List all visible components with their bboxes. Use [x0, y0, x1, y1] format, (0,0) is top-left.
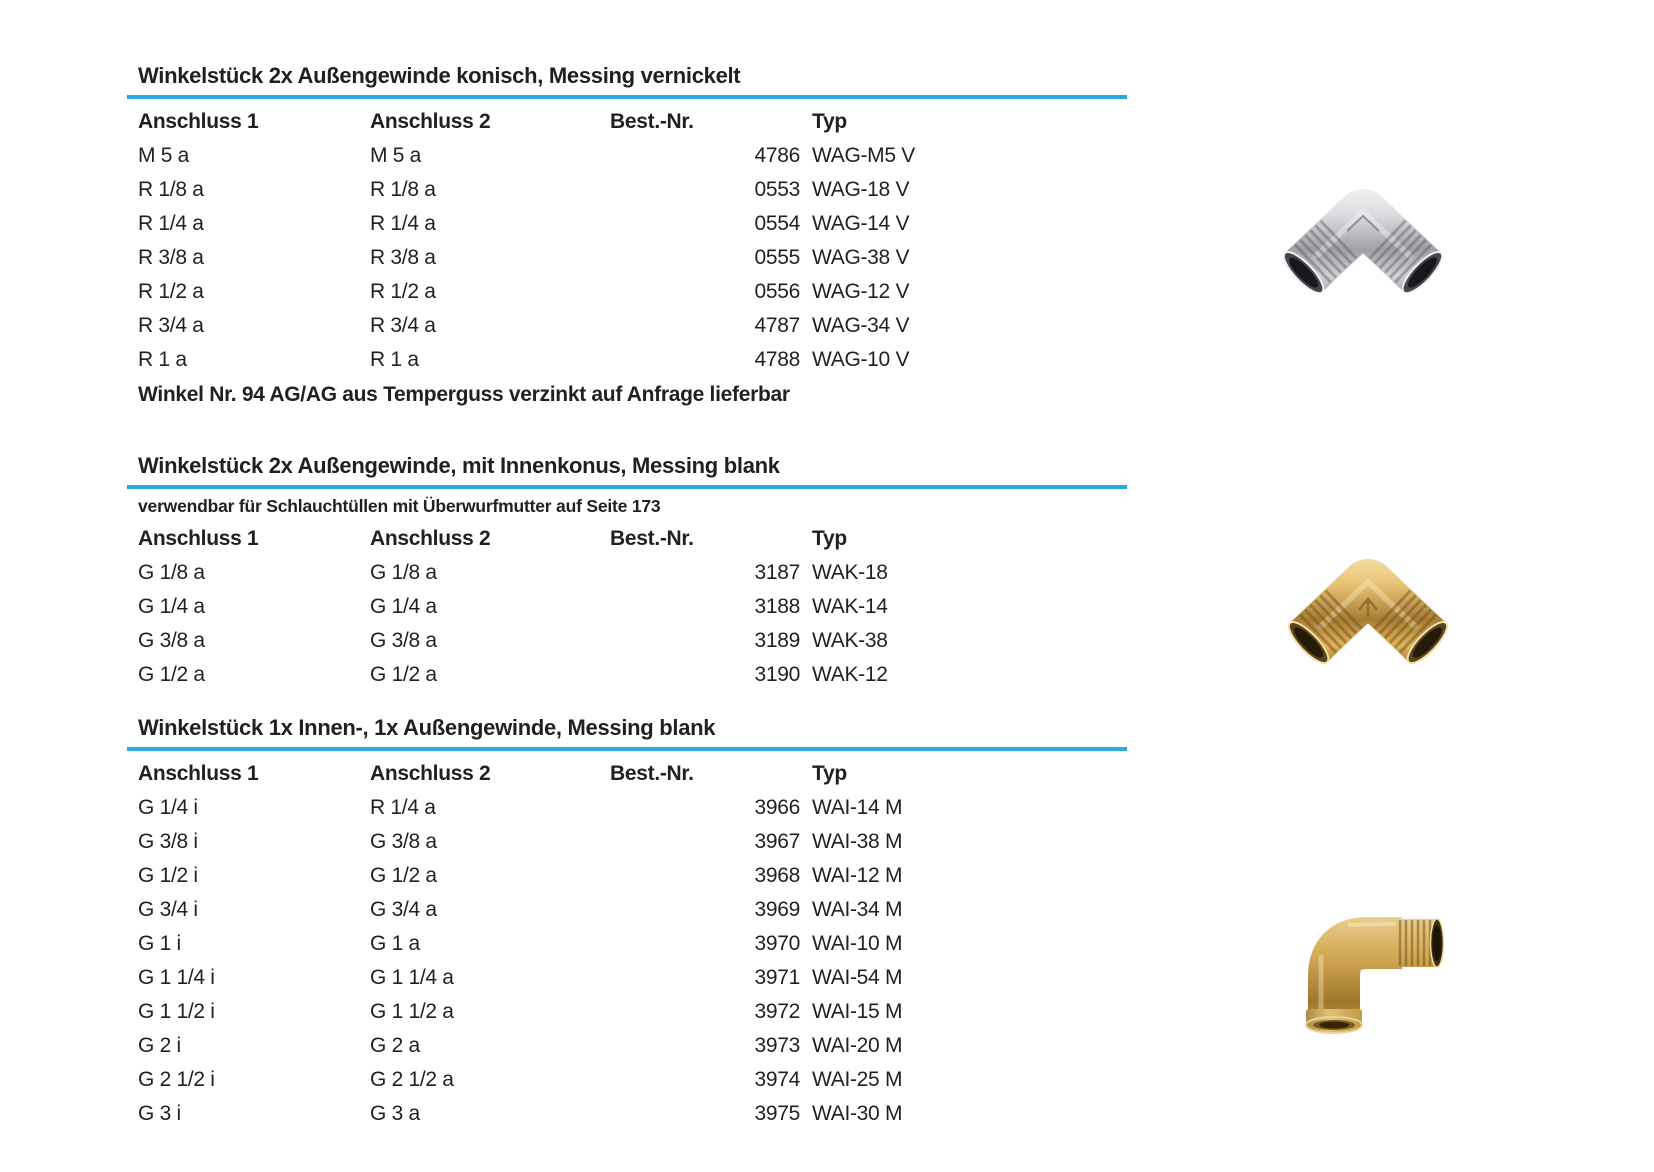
section-title: Winkelstück 2x Außengewinde, mit Innenkonus, Messing blank — [138, 453, 780, 478]
product-photo-brass-elbow-female-male — [1290, 913, 1446, 1040]
cell-anschluss1: G 1/8 a — [138, 561, 205, 584]
cell-bestnr: 4786 — [754, 144, 800, 167]
table-row — [138, 173, 1018, 207]
table-row — [138, 893, 1018, 927]
col-header-bestnr: Best.-Nr. — [610, 110, 694, 133]
table-row — [138, 825, 1018, 859]
cell-bestnr: 3188 — [754, 595, 800, 618]
table-row — [138, 1097, 1018, 1131]
cell-typ: WAK-12 — [812, 663, 888, 686]
table-row — [138, 927, 1018, 961]
cell-anschluss1: G 3/8 a — [138, 629, 205, 652]
cell-anschluss1: G 1 1/2 i — [138, 1000, 215, 1023]
cell-bestnr: 3975 — [754, 1102, 800, 1125]
cell-anschluss2: G 2 1/2 a — [370, 1068, 454, 1091]
cell-anschluss1: M 5 a — [138, 144, 190, 167]
fittings-table-wai — [138, 757, 1018, 1131]
cell-bestnr: 0553 — [754, 178, 800, 201]
cell-bestnr: 3971 — [754, 966, 800, 989]
cell-anschluss1: R 1 a — [138, 348, 187, 371]
table-row — [138, 1063, 1018, 1097]
cell-anschluss1: G 1 1/4 i — [138, 966, 215, 989]
col-header-anschluss2: Anschluss 2 — [370, 762, 491, 785]
cell-typ: WAG-34 V — [812, 314, 910, 337]
cell-bestnr: 4788 — [754, 348, 800, 371]
cell-typ: WAG-38 V — [812, 246, 910, 269]
cell-typ: WAG-M5 V — [812, 144, 915, 167]
cell-anschluss2: R 3/8 a — [370, 246, 436, 269]
col-header-anschluss2: Anschluss 2 — [370, 110, 491, 133]
cell-anschluss2: G 3/4 a — [370, 898, 437, 921]
table-row — [138, 343, 1018, 377]
table-header-row — [138, 105, 1018, 139]
cell-typ: WAG-18 V — [812, 178, 910, 201]
cell-typ: WAG-14 V — [812, 212, 910, 235]
cell-anschluss2: R 1/4 a — [370, 796, 436, 819]
cell-anschluss2: R 1 a — [370, 348, 419, 371]
col-header-typ: Typ — [812, 527, 847, 550]
table-body — [138, 139, 1018, 377]
cell-anschluss1: R 3/8 a — [138, 246, 204, 269]
cell-typ: WAI-54 M — [812, 966, 903, 989]
col-header-bestnr: Best.-Nr. — [610, 762, 694, 785]
cell-typ: WAI-12 M — [812, 864, 903, 887]
cell-anschluss1: G 1/2 a — [138, 663, 205, 686]
cell-anschluss1: G 3/8 i — [138, 830, 198, 853]
cell-anschluss1: G 1 i — [138, 932, 181, 955]
cell-typ: WAG-12 V — [812, 280, 910, 303]
cell-anschluss2: R 1/2 a — [370, 280, 436, 303]
cell-anschluss1: R 1/8 a — [138, 178, 204, 201]
col-header-bestnr: Best.-Nr. — [610, 527, 694, 550]
section-divider-rule — [127, 747, 1127, 751]
cell-anschluss1: R 1/2 a — [138, 280, 204, 303]
cell-anschluss2: G 1 a — [370, 932, 420, 955]
nickel-elbow-image — [1266, 178, 1460, 308]
cell-bestnr: 0555 — [754, 246, 800, 269]
cell-anschluss1: G 1/2 i — [138, 864, 198, 887]
cell-anschluss1: R 3/4 a — [138, 314, 204, 337]
cell-typ: WAI-34 M — [812, 898, 903, 921]
cell-typ: WAG-10 V — [812, 348, 910, 371]
table-header-row — [138, 522, 1018, 556]
brass-elbow-image — [1271, 548, 1465, 678]
section-divider-rule — [127, 485, 1127, 489]
col-header-anschluss1: Anschluss 1 — [138, 527, 259, 550]
fittings-table-wag — [138, 105, 1018, 377]
table-row — [138, 275, 1018, 309]
cell-anschluss2: G 1/2 a — [370, 864, 437, 887]
brass-elbow-female-male-image — [1290, 913, 1446, 1035]
cell-anschluss1: G 1/4 i — [138, 796, 198, 819]
cell-bestnr: 3973 — [754, 1034, 800, 1057]
section-divider-rule — [127, 95, 1127, 99]
cell-bestnr: 3968 — [754, 864, 800, 887]
cell-anschluss1: G 2 i — [138, 1034, 181, 1057]
table-body — [138, 556, 1018, 692]
cell-anschluss2: G 3 a — [370, 1102, 420, 1125]
cell-typ: WAK-38 — [812, 629, 888, 652]
table-row — [138, 207, 1018, 241]
cell-bestnr: 3966 — [754, 796, 800, 819]
table-row — [138, 995, 1018, 1029]
cell-anschluss1: G 1/4 a — [138, 595, 205, 618]
cell-anschluss2: G 3/8 a — [370, 629, 437, 652]
cell-bestnr: 3967 — [754, 830, 800, 853]
cell-typ: WAI-38 M — [812, 830, 903, 853]
col-header-anschluss1: Anschluss 1 — [138, 762, 259, 785]
cell-bestnr: 3187 — [754, 561, 800, 584]
cell-anschluss1: R 1/4 a — [138, 212, 204, 235]
col-header-typ: Typ — [812, 110, 847, 133]
table-row — [138, 309, 1018, 343]
table-row — [138, 556, 1018, 590]
cell-anschluss1: G 3/4 i — [138, 898, 198, 921]
section-title: Winkelstück 2x Außengewinde konisch, Messing vernickelt — [138, 63, 741, 88]
fittings-table-wak — [138, 522, 1018, 692]
table-row — [138, 791, 1018, 825]
section-title: Winkelstück 1x Innen-, 1x Außengewinde, Messing blank — [138, 715, 716, 740]
cell-typ: WAK-14 — [812, 595, 888, 618]
table-row — [138, 961, 1018, 995]
cell-bestnr: 0554 — [754, 212, 800, 235]
table-header-row — [138, 757, 1018, 791]
cell-anschluss2: R 3/4 a — [370, 314, 436, 337]
cell-typ: WAI-30 M — [812, 1102, 903, 1125]
cell-anschluss2: R 1/8 a — [370, 178, 436, 201]
cell-anschluss2: G 1/8 a — [370, 561, 437, 584]
product-photo-nickel-elbow — [1266, 178, 1460, 313]
table-row — [138, 658, 1018, 692]
availability-note: Winkel Nr. 94 AG/AG aus Temperguss verzinkt auf Anfrage lieferbar — [138, 383, 790, 406]
table-row — [138, 139, 1018, 173]
cell-anschluss2: R 1/4 a — [370, 212, 436, 235]
col-header-anschluss1: Anschluss 1 — [138, 110, 259, 133]
cell-anschluss2: G 1/2 a — [370, 663, 437, 686]
cell-typ: WAI-14 M — [812, 796, 903, 819]
col-header-anschluss2: Anschluss 2 — [370, 527, 491, 550]
table-row — [138, 590, 1018, 624]
section-wai-brass-elbow-female-male — [127, 714, 1127, 1131]
cell-anschluss2: M 5 a — [370, 144, 422, 167]
cell-anschluss1: G 2 1/2 i — [138, 1068, 215, 1091]
cell-anschluss1: G 3 i — [138, 1102, 181, 1125]
cell-typ: WAK-18 — [812, 561, 888, 584]
cell-bestnr: 3974 — [754, 1068, 800, 1091]
cell-bestnr: 3190 — [754, 663, 800, 686]
table-row — [138, 241, 1018, 275]
cell-bestnr: 3189 — [754, 629, 800, 652]
col-header-typ: Typ — [812, 762, 847, 785]
cell-anschluss2: G 1/4 a — [370, 595, 437, 618]
cell-typ: WAI-10 M — [812, 932, 903, 955]
cell-anschluss2: G 3/8 a — [370, 830, 437, 853]
table-row — [138, 1029, 1018, 1063]
cell-bestnr: 0556 — [754, 280, 800, 303]
cell-bestnr: 3970 — [754, 932, 800, 955]
cell-bestnr: 4787 — [754, 314, 800, 337]
cell-bestnr: 3972 — [754, 1000, 800, 1023]
table-row — [138, 624, 1018, 658]
cell-typ: WAI-15 M — [812, 1000, 903, 1023]
section-wak-brass-elbow — [127, 452, 1127, 692]
table-body — [138, 791, 1018, 1131]
cell-anschluss2: G 2 a — [370, 1034, 420, 1057]
cell-anschluss2: G 1 1/2 a — [370, 1000, 454, 1023]
cell-typ: WAI-20 M — [812, 1034, 903, 1057]
cell-typ: WAI-25 M — [812, 1068, 903, 1091]
cell-bestnr: 3969 — [754, 898, 800, 921]
cell-anschluss2: G 1 1/4 a — [370, 966, 454, 989]
product-photo-brass-elbow — [1271, 548, 1465, 683]
usage-subtitle: verwendbar für Schlauchtüllen mit Überwurfmutter auf Seite 173 — [138, 496, 661, 516]
section-wag-nickel-elbow — [127, 62, 1127, 407]
table-row — [138, 859, 1018, 893]
